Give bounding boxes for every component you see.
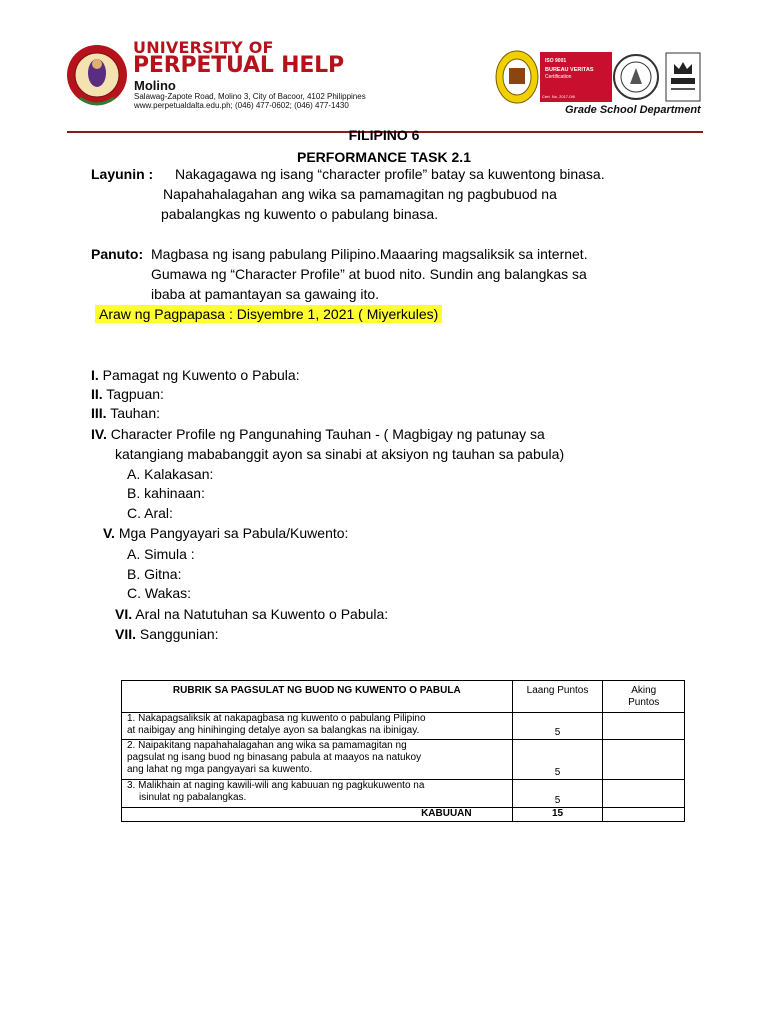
- rubric-criteria-cell: [122, 713, 513, 740]
- task-title: PERFORMANCE TASK 2.1: [297, 149, 471, 165]
- outline-item: VI. Aral na Natutuhan sa Kuwento o Pabula:: [115, 606, 389, 622]
- university-seal-logo: [66, 42, 128, 112]
- outline-item: I. Pamagat ng Kuwento o Pabula:: [91, 367, 300, 383]
- outline-subitem: B. Gitna:: [127, 566, 182, 582]
- university-contact: www.perpetualdalta.edu.ph; (046) 477-0602; (046) 477-1430: [134, 101, 349, 110]
- rubric-mine-cell[interactable]: [603, 740, 685, 780]
- rubric-points-cell: 5: [512, 740, 603, 780]
- panuto-line: Magbasa ng isang pabulang Pilipino.Maaaring magsaliksik sa internet.: [151, 246, 588, 262]
- rubric-criteria-cell: [122, 780, 513, 808]
- rubric-table: [121, 680, 685, 822]
- outline-item: IV. Character Profile ng Pangunahing Tauhan - ( Magbigay ng patunay sa: [91, 426, 545, 442]
- panuto-line: ibaba at pamantayan sa gawaing ito.: [151, 286, 380, 302]
- cert-iso-label: ISO 9001: [545, 58, 567, 64]
- outline-subitem: C. Aral:: [127, 505, 173, 521]
- outline-item: VII. Sanggunian:: [115, 626, 219, 642]
- rubric-points-cell: 5: [512, 780, 603, 808]
- university-name-line2: PERPETUAL HELP: [133, 53, 344, 78]
- layunin-label: Layunin :: [91, 166, 154, 182]
- table-row: [122, 780, 685, 808]
- panuto-label: Panuto:: [91, 246, 144, 262]
- university-address: Salawag-Zapote Road, Molino 3, City of Bacoor, 4102 Philippines: [134, 92, 366, 101]
- criteria-line: 1. Nakapagsaliksik at nakapagbasa ng kuwento o pabulang Pilipino: [127, 713, 426, 724]
- rubric-mine-cell[interactable]: [603, 780, 685, 808]
- table-row: [122, 740, 685, 780]
- rubric-total-mine-cell[interactable]: [603, 808, 685, 822]
- criteria-line: isinulat ng pabalangkas.: [139, 792, 247, 803]
- department-label: Grade School Department: [565, 104, 701, 116]
- university-name-line1: UNIVERSITY OF: [133, 38, 274, 57]
- cert-sub-label: Certification: [545, 74, 572, 80]
- subject-title: FILIPINO 6: [348, 127, 420, 143]
- rubric-header-points: Laang Puntos: [512, 681, 603, 713]
- criteria-line: ang lahat ng mga pangyayari sa kuwento.: [127, 764, 313, 775]
- layunin-line: Napahahalagahan ang wika sa pamamagitan ng pagbubuod na: [163, 186, 557, 202]
- school-seal-icon: [495, 50, 539, 104]
- rubric-header-mine: Aking Puntos: [603, 681, 685, 713]
- rubric-mine-cell[interactable]: [603, 713, 685, 740]
- rubric-total-value: 15: [512, 808, 603, 822]
- outline-item: III. Tauhan:: [91, 405, 161, 421]
- criteria-line: pagsulat ng isang buod ng binasang pabula at maayos na natukoy: [127, 752, 422, 763]
- criteria-line: 2. Naipakitang napahahalagahan ang wika sa pamamagitan ng: [127, 740, 407, 751]
- campus-name: Molino: [134, 78, 176, 93]
- outline-subitem: C. Wakas:: [127, 585, 192, 601]
- criteria-line: at naibigay ang hinihinging detalye ayon sa balangkas na ibinigay.: [127, 725, 420, 736]
- outline-subitem: A. Simula :: [127, 546, 195, 562]
- layunin-line: Nakagagawa ng isang “character profile” batay sa kuwentong binasa.: [175, 166, 605, 182]
- rubric-header-criteria: RUBRIK SA PAGSULAT NG BUOD NG KUWENTO O PABULA: [122, 681, 513, 713]
- layunin-line: pabalangkas ng kuwento o pabulang binasa.: [161, 206, 439, 222]
- bureau-veritas-seal-icon: [612, 52, 660, 102]
- criteria-line: 3. Malikhain at naging kawili-wili ang kabuuan ng pagkukuwento na: [127, 780, 425, 791]
- outline-subitem: B. kahinaan:: [127, 485, 205, 501]
- outline-item: katangiang mababanggit ayon sa sinabi at aksiyon ng tauhan sa pabula): [115, 446, 565, 462]
- rubric-criteria-cell: [122, 740, 513, 780]
- ukas-crown-icon: [665, 52, 701, 102]
- outline-subitem: A. Kalakasan:: [127, 466, 214, 482]
- table-row: [122, 713, 685, 740]
- cert-name-label: BUREAU VERITAS: [545, 67, 594, 73]
- rubric-header-row: [122, 681, 685, 713]
- rubric-total-label: KABUUAN: [122, 808, 513, 822]
- rubric-total-row: [122, 808, 685, 822]
- deadline-highlight: Araw ng Pagpapasa : Disyembre 1, 2021 ( Miyerkules): [95, 305, 442, 323]
- outline-item: V. Mga Pangyayari sa Pabula/Kuwento:: [103, 525, 349, 541]
- outline-item: II. Tagpuan:: [91, 386, 164, 402]
- panuto-line: Gumawa ng “Character Profile” at buod nito. Sundin ang balangkas sa: [151, 266, 587, 282]
- rubric-points-cell: 5: [512, 713, 603, 740]
- cert-number-label: Cert. No. 2017-0/6: [542, 94, 575, 99]
